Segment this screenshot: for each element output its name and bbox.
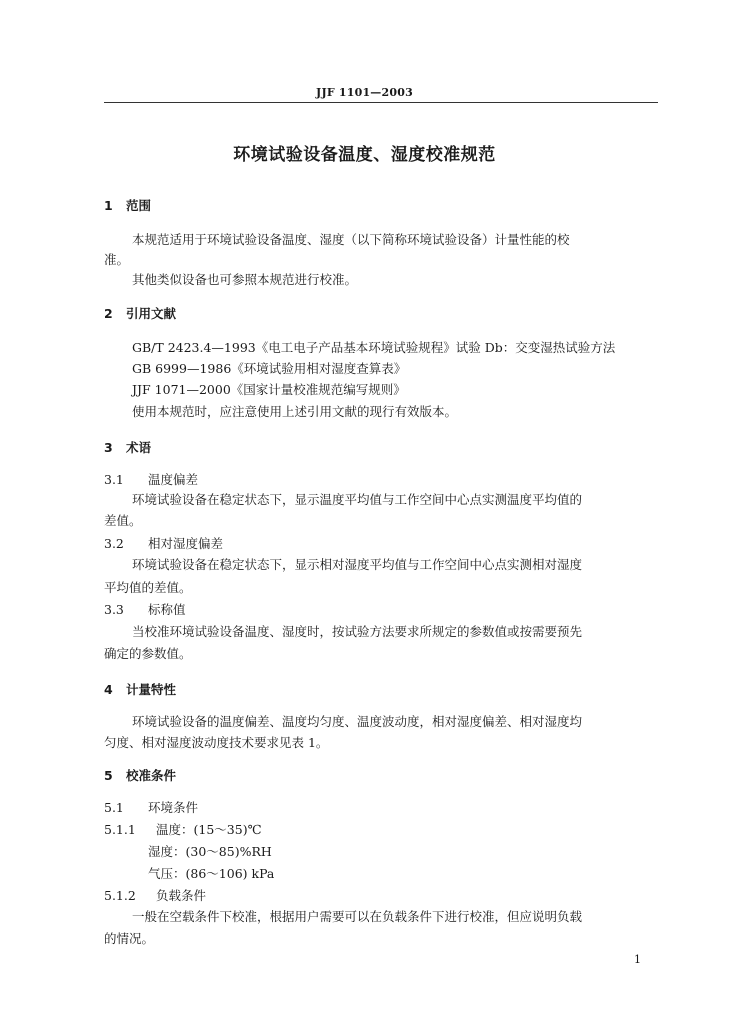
section-title: 范围 [126, 198, 152, 213]
subsection-5-1-1 [104, 822, 262, 838]
subsection-title: 环境条件 [148, 800, 199, 815]
document-title: 环境试验设备温度、湿度校准规范 [233, 145, 496, 165]
subsection-title: 负载条件 [156, 888, 207, 903]
subsection-number: 3.1 [104, 472, 124, 487]
paragraph-line: 使用本规范时，应注意使用上述引用文献的现行有效版本。 [132, 404, 458, 419]
paragraph-line: 环境试验设备在稳定状态下，显示相对湿度平均值与工作空间中心点实测相对湿度 [132, 557, 583, 572]
section-number: 4 [104, 682, 113, 697]
section-title: 引用文献 [126, 306, 177, 321]
paragraph-line: 当校准环境试验设备温度、湿度时，按试验方法要求所规定的参数值或按需要预先 [132, 624, 583, 639]
section-5-heading [104, 768, 176, 784]
paragraph-line: 准。 [104, 252, 130, 267]
paragraph-line: 差值。 [104, 513, 142, 528]
subsection-number: 3.3 [104, 602, 124, 617]
page-number: 1 [634, 953, 641, 966]
paragraph-line: 的情况。 [104, 931, 155, 946]
section-1-heading [104, 198, 151, 214]
term-title: 相对湿度偏差 [148, 536, 224, 551]
reference-item: GB/T 2423.4—1993《电工电子产品基本环境试验规程》试验 Db：交变湿热试验方法 [132, 340, 616, 355]
section-number: 1 [104, 198, 113, 213]
section-4-heading [104, 682, 176, 698]
reference-item: GB 6999—1986《环境试验用相对湿度查算表》 [132, 361, 407, 376]
subsection-5-1-heading [104, 800, 198, 816]
paragraph-line: 其他类似设备也可参照本规范进行校准。 [132, 272, 358, 287]
subsection-5-1-2-heading [104, 888, 206, 904]
pressure-condition: 气压：(86～106) kPa [148, 866, 275, 881]
section-title: 计量特性 [126, 682, 177, 697]
term-title: 标称值 [148, 602, 186, 617]
section-title: 术语 [126, 440, 152, 455]
paragraph-line: 确定的参数值。 [104, 646, 192, 661]
term-3-2-heading [104, 536, 223, 552]
section-number: 3 [104, 440, 113, 455]
term-3-3-heading [104, 602, 186, 618]
section-3-heading [104, 440, 151, 456]
header-rule [104, 102, 658, 103]
paragraph-line: 环境试验设备在稳定状态下，显示温度平均值与工作空间中心点实测温度平均值的 [132, 492, 583, 507]
humidity-condition: 湿度：(30～85)%RH [148, 844, 272, 859]
subsection-number: 5.1.2 [104, 888, 136, 903]
term-3-1-heading [104, 472, 198, 488]
running-header: JJF 1101—2003 [316, 86, 413, 99]
subsection-number: 3.2 [104, 536, 124, 551]
paragraph-line: 一般在空载条件下校准，根据用户需要可以在负载条件下进行校准，但应说明负载 [132, 909, 583, 924]
paragraph-line: 本规范适用于环境试验设备温度、湿度（以下简称环境试验设备）计量性能的校 [132, 232, 570, 247]
paragraph-line: 平均值的差值。 [104, 580, 192, 595]
section-2-heading [104, 306, 176, 322]
section-number: 5 [104, 768, 113, 783]
paragraph-line: 环境试验设备的温度偏差、温度均匀度、温度波动度，相对湿度偏差、相对湿度均 [132, 714, 583, 729]
section-number: 2 [104, 306, 113, 321]
subsection-number: 5.1 [104, 800, 124, 815]
section-title: 校准条件 [126, 768, 177, 783]
paragraph-line: 匀度、相对湿度波动度技术要求见表 1。 [104, 735, 329, 750]
reference-item: JJF 1071—2000《国家计量校准规范编写规则》 [132, 382, 406, 397]
term-title: 温度偏差 [148, 472, 199, 487]
subsection-number: 5.1.1 [104, 822, 136, 837]
temperature-condition: 温度：(15～35)℃ [156, 822, 262, 837]
